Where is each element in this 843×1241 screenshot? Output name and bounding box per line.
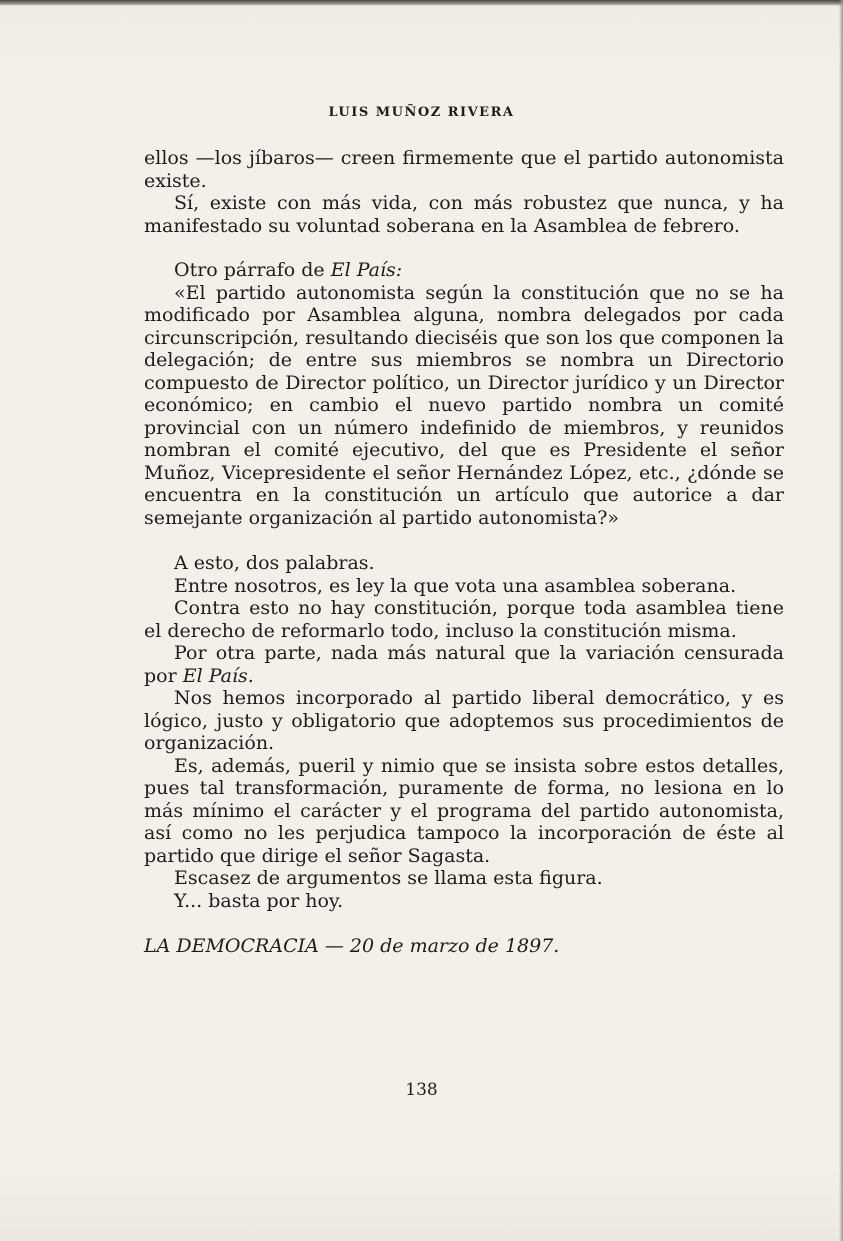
page-right-shadow	[839, 0, 843, 1241]
source-signature: LA DEMOCRACIA — 20 de marzo de 1897.	[144, 935, 560, 957]
paragraph: Entre nosotros, es ley la que vota una asamblea soberana.	[174, 574, 737, 597]
paragraph-continuation: ellos —los jíbaros— creen firmemente que el partido autonomista existe.	[144, 147, 784, 192]
paragraph	[144, 642, 784, 687]
paragraph: Y... basta por hoy.	[174, 889, 344, 912]
paragraph-text: Por otra parte, nada más natural que la variación censurada por	[144, 642, 784, 687]
paragraph: A esto, dos palabras.	[174, 552, 375, 574]
paragraph-gap	[144, 237, 784, 259]
paragraph: Escasez de argumentos se llama esta figura.	[174, 867, 603, 889]
page-top-shadow	[0, 0, 843, 6]
paragraph: Sí, existe con más vida, con más robustez que nunca, y ha manifestado su voluntad soberana en la Asamblea de febrero.	[144, 192, 784, 237]
paragraph: Es, además, pueril y nimio que se insista sobre estos detalles, pues tal transformación, puramente de forma, no lesiona en lo más mínimo el carácter y el programa del partido autonomista, así como no les perjudica tampoco la incorporación de éste al partido que dirige el señor Sagasta.	[144, 754, 784, 867]
paragraph: Contra esto no hay constitución, porque toda asamblea tiene el derecho de reformarlo todo, incluso la constitución misma.	[144, 597, 784, 642]
body-text	[144, 147, 784, 958]
paragraph-gap	[144, 912, 784, 935]
page-number: 138	[405, 1080, 438, 1100]
paragraph-gap	[144, 529, 784, 552]
quoted-paragraph: «El partido autonomista según la constitución que no se ha modificado por Asamblea alguna, nombra delegados por cada circunscripción, resultando dieciséis que son los que componen la delegación; de entre sus miembros se nombra un Directorio compuesto de Director político, un Director jurídico y un Director económico; en cambio el nuevo partido nombra un comité provincial con un número indefinido de miembros, y reunidos nombran el comité ejecutivo, del que es Presidente el señor Muñoz, Vicepresidente el señor Hernández López, etc., ¿dónde se encuentra en la constitución un artículo que autorice a dar semejante organización al partido autonomista?»	[144, 281, 784, 529]
paragraph: Nos hemos incorporado al partido liberal democrático, y es lógico, justo y obligatorio que adoptemos sus procedimientos de organización.	[144, 687, 784, 754]
running-title: LUIS MUÑOZ RIVERA	[328, 105, 515, 120]
newspaper-name: El País.	[182, 664, 254, 687]
paragraph-text: Otro párrafo de	[174, 259, 331, 281]
paragraph	[144, 259, 784, 282]
newspaper-name: El País:	[330, 259, 403, 281]
